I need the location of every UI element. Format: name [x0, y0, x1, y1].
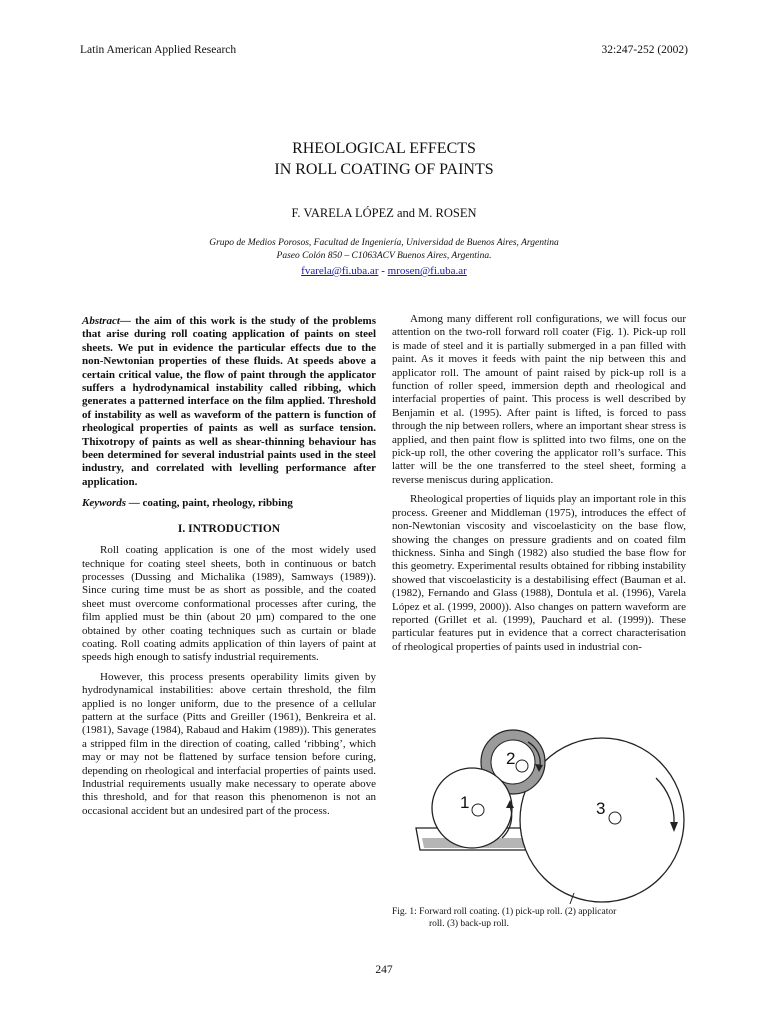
applicator-axle — [516, 760, 528, 772]
figure-caption — [392, 906, 686, 930]
pick-up-axle — [472, 804, 484, 816]
paper-title — [0, 138, 768, 180]
affiliation-line-1: Grupo de Medios Porosos, Facultad de Ingeniería, Universidad de Buenos Aires, Argentina — [209, 238, 559, 248]
journal-name: Latin American Applied Research — [80, 44, 237, 56]
email-separator: - — [381, 265, 385, 277]
right-paragraph-2: Rheological properties of liquids play an important role in this process. Greener and Middleman (1975), introduces the effect of non-Newtonian viscosity and viscoelasticity on the base flow, showing the changes on pressure gradients and on coated film thickness. Sinha and Singh (1982) also studied the base flow for this geometry. Experimental results obtained for ribbing instability showed that viscoelasticity is a destabilising effect (Bauman et al. (1982), Fernando and Glass (1988), Dontula et al. (1996), Varela López et al. (1999, 2000)). Also changes on pattern waveform are reported (Grillet et al. (1999), Pauchard et al. (1999)). These particular features put in evidence that a correct characterisation of rheological properties of paints used in industrial con- — [392, 493, 686, 653]
keywords-text: — coating, paint, rheology, ribbing — [126, 497, 293, 510]
roll-coater-figure — [410, 728, 686, 904]
abstract-text: the aim of this work is the study of the problems that arise during roll coating application of paints on steel sheets. We put in evidence the particular effects due to the non-Newtonian properties of these fluids. At speeds above a certain critical value, the flow of paint through the applicator suffers a hydrodynamical instability called ribbing, which generates a patterned interface on the film applied. Threshold of instability as well as waveform of the pattern is function of rheological properties of paints as well as surface tension. Thixotropy of paints as well as shear-thinning behaviour has been determined for several industrial paints used in the steel industry, and correlated with levelling performance after application. — [82, 315, 376, 488]
intro-paragraph-1: Roll coating application is one of the most widely used technique for coating steel sheets, both in continuous or batch processes (Dussing and Michalika (1989), Samways (1989)). Since curing time must be as short as possible, and the coated sheet must overcome conformational processes after curing, the film applied must be thin (about 20 µm) compared to the one obtained by other coating techniques such as curtain or blade coating. Roll coating admits application of thin layers of paint at speeds high enough to satisfy industrial requirements. — [82, 544, 376, 664]
authors: F. VARELA LÓPEZ and M. ROSEN — [291, 206, 477, 220]
intro-paragraph-2: However, this process presents operability limits given by hydrodynamical instabilities: above certain threshold, the film applied is no longer uniform, due to the presence of a cellular pattern at the surface (Pitts and Greiller (1961), Benkreira et al. (1981), Savage (1984), Rabaud and Hakim (1989)). This generates a stripped film in the direction of coating, called ‘ribbing’, which may or may not be flattened by surface tension before curing, depending on rheological and interfacial properties of paints used. Industrial requirements usually make necessary to operate above this threshold, and for that reason this phenomenon is not an occasional accident but an undesired part of the process. — [82, 670, 376, 817]
page-number: 247 — [375, 964, 393, 976]
title-line-1: RHEOLOGICAL EFFECTS — [292, 140, 476, 157]
email-link-1[interactable]: fvarela@fi.uba.ar — [301, 265, 379, 277]
back-up-axle — [609, 812, 621, 824]
caption-line-1: Fig. 1: Forward roll coating. (1) pick-up roll. (2) applicator — [392, 907, 617, 917]
title-line-2: IN ROLL COATING OF PAINTS — [274, 161, 494, 178]
section-heading-introduction: I. INTRODUCTION — [177, 522, 281, 535]
caption-line-2: roll. (3) back-up roll. — [429, 919, 509, 929]
abstract-label: Abstract— — [82, 315, 131, 327]
right-column — [392, 313, 686, 660]
left-column — [82, 315, 376, 824]
emails — [0, 265, 768, 277]
roll-label-1: 1 — [460, 793, 470, 812]
keywords-label: Keywords — [82, 497, 126, 510]
right-paragraph-1: Among many different roll configurations, we will focus our attention on the two-roll forward roll coater (Fig. 1). Pick-up roll is made of steel and it is partially submerged in a pan filled with paint. As it moves it feeds with paint the nip between this and applicator roll. The amount of paint raised by pick-up roll is a function of roller speed, immersion depth and rheological and interfacial properties of paint. This process is well described by Benjamin et al. (1995). After paint is lifted, is forced to pass through the nip between rollers, where an important shear stress is applied, and then paint flow is splitted into two films, one on the pick-up roll, the other covering the applicator roll’s surface. This latter will be the one transferred to the steel sheet, forming a reverse meniscus during application. — [392, 313, 686, 486]
keywords — [82, 497, 376, 510]
abstract — [82, 315, 376, 489]
affiliation-line-2: Paseo Colón 850 – C1063ACV Buenos Aires, Argentina. — [276, 251, 492, 261]
affiliation — [0, 237, 768, 263]
email-link-2[interactable]: mrosen@fi.uba.ar — [387, 265, 467, 277]
roll-label-2: 2 — [506, 749, 516, 768]
roll-label-3: 3 — [596, 799, 606, 818]
journal-volume: 32:247-252 (2002) — [601, 44, 688, 56]
